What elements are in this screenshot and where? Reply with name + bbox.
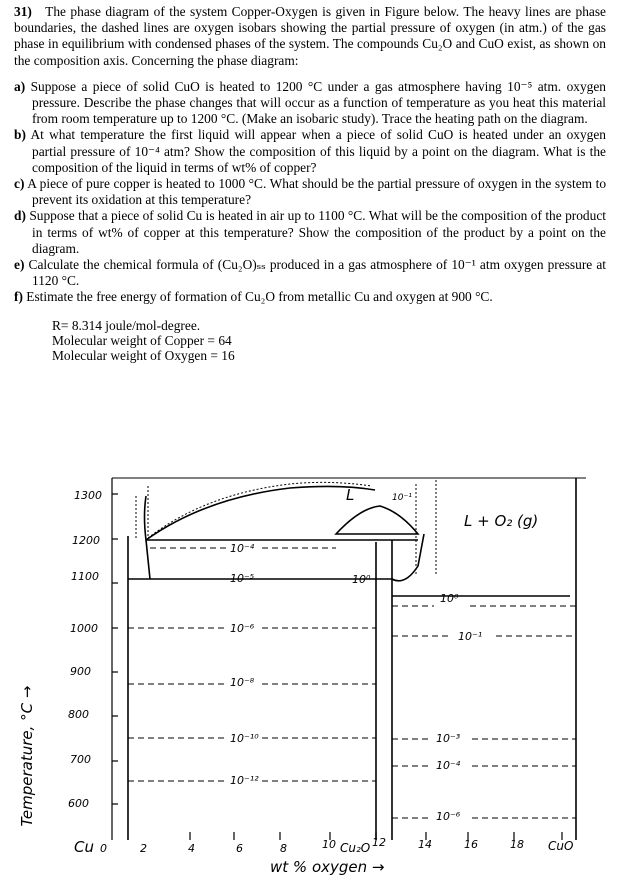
question-b — [14, 127, 606, 176]
isobar-label: 10⁻¹⁰ — [230, 732, 259, 745]
problem-number: 31) — [14, 4, 32, 19]
x-axis-cu2o-label: Cu₂O — [340, 841, 371, 855]
top-isobar-label: 10⁻¹ — [392, 493, 412, 503]
x-tick-label: 0 — [100, 842, 107, 855]
y-tick-label: 600 — [68, 797, 89, 810]
y-tick-label: 1000 — [70, 622, 98, 635]
y-tick-label: 1100 — [71, 570, 99, 583]
isobar-label: 10⁻⁸ — [230, 676, 255, 689]
question-b-text: At what temperature the first liquid will appear when a piece of solid CuO is heated under an oxygen partial pressure of 10⁻⁴ atm? Show the composition of this liquid by a point on the diagram. What is the composition of the liquid in terms of wt% of copper? — [30, 127, 606, 175]
cu2o-cuo-boundary — [392, 534, 424, 581]
x-tick-label: 2 — [140, 842, 147, 855]
constant-mw-oxygen: Molecular weight of Oxygen = 16 — [52, 347, 235, 363]
x-tick-label: 16 — [464, 838, 478, 851]
cu-liquidus-lower — [146, 540, 150, 579]
x-axis-cuo-label: CuO — [548, 839, 574, 853]
question-c-text: A piece of pure copper is heated to 1000 °C. What should be the partial pressure of oxygen in the system to prevent its oxidation at this temperature? — [27, 176, 607, 208]
y-axis-label: Temperature, °C → — [18, 685, 36, 827]
question-f-text: Estimate the free energy of formation of Cu₂O from metallic Cu and oxygen at 900 °C. — [26, 289, 493, 305]
x-axis-label: wt % oxygen → — [270, 858, 385, 876]
isobar-label: 10⁰ — [440, 592, 459, 605]
isobar-label: 10⁻³ — [436, 732, 461, 745]
question-e-text: Calculate the chemical formula of (Cu₂O)ₛₛ produced in a gas atmosphere of 10⁻¹ atm oxygen pressure at 1120 °C. — [28, 257, 606, 289]
y-tick-label: 900 — [70, 665, 91, 678]
x-tick-label: 4 — [188, 842, 195, 855]
isobar-label: 10⁻¹² — [230, 774, 259, 787]
y-tick-label: 1300 — [74, 489, 102, 502]
question-list — [14, 79, 606, 306]
x-tick-label: 18 — [510, 838, 524, 851]
liquidus-top-curve — [146, 486, 375, 540]
question-f — [14, 289, 606, 305]
cu-o-phase-diagram — [0, 456, 618, 884]
mid-isobar-label: 10⁰ — [352, 573, 371, 586]
constant-r: R= 8.314 joule/mol-degree. — [52, 317, 201, 333]
x-tick-label: 6 — [236, 842, 243, 855]
question-d-text: Suppose that a piece of solid Cu is heated in air up to 1100 °C. What will be the composition of the product in terms of wt% of copper at this temperature? Show the composition of the product by a point on the diagram. — [29, 208, 606, 256]
isobar-label: 10⁻⁴ — [230, 542, 255, 555]
x-tick-label: 12 — [372, 836, 386, 849]
question-e-label: e) — [14, 257, 25, 273]
question-a-label: a) — [14, 78, 26, 94]
region-label-liquid: L — [346, 486, 355, 504]
question-a — [14, 79, 606, 128]
x-axis-cu-label: Cu — [74, 838, 94, 856]
x-tick-label: 14 — [418, 838, 432, 851]
question-b-label: b) — [14, 127, 26, 143]
x-tick-label: 10 — [322, 838, 336, 851]
liquidus-left-boundary — [145, 496, 151, 540]
top-isobar-hatch — [148, 482, 372, 538]
region-label-liquid-gas: L + O₂ (g) — [464, 512, 539, 530]
intro-text: The phase diagram of the system Copper-Oxygen is given in Figure below. The heavy lines are phase boundaries, the dashed lines are oxygen isobars showing the partial pressure of oxygen (in atm.) of the gas phase in equilibrium with condensed phases of the system. The compounds Cu₂O and CuO exist, as shown on the composition axis. Concerning the phase diagram: — [14, 4, 606, 68]
constants-block — [52, 318, 606, 363]
isobar-label: 10⁻¹ — [458, 630, 483, 643]
question-f-label: f) — [14, 289, 23, 305]
y-tick-label: 700 — [70, 753, 91, 766]
question-a-text: Suppose a piece of solid CuO is heated to 1200 °C under a gas atmosphere having 10⁻⁵ atm. oxygen pressure. Describe the phase changes that will occur as a function of temperature as you heat this material from room temperature up to 1200 °C. (Make an isobaric study). Trace the heating path on the diagram. — [30, 78, 606, 127]
x-tick-label: 8 — [280, 842, 287, 855]
isobar-label: 10⁻⁴ — [436, 759, 461, 772]
isobar-label: 10⁻⁶ — [436, 810, 461, 823]
y-tick-label: 800 — [68, 708, 89, 721]
y-tick-label: 1200 — [72, 534, 100, 547]
constant-mw-copper: Molecular weight of Copper = 64 — [52, 332, 232, 348]
question-e — [14, 257, 606, 289]
miscibility-dome — [336, 506, 418, 534]
problem-intro — [14, 4, 606, 69]
question-d — [14, 208, 606, 257]
question-c-label: c) — [14, 176, 25, 192]
problem-document — [14, 4, 606, 363]
isobar-label: 10⁻⁶ — [230, 622, 255, 635]
question-d-label: d) — [14, 208, 26, 224]
isobar-label: 10⁻⁵ — [230, 572, 255, 585]
question-c — [14, 176, 606, 208]
